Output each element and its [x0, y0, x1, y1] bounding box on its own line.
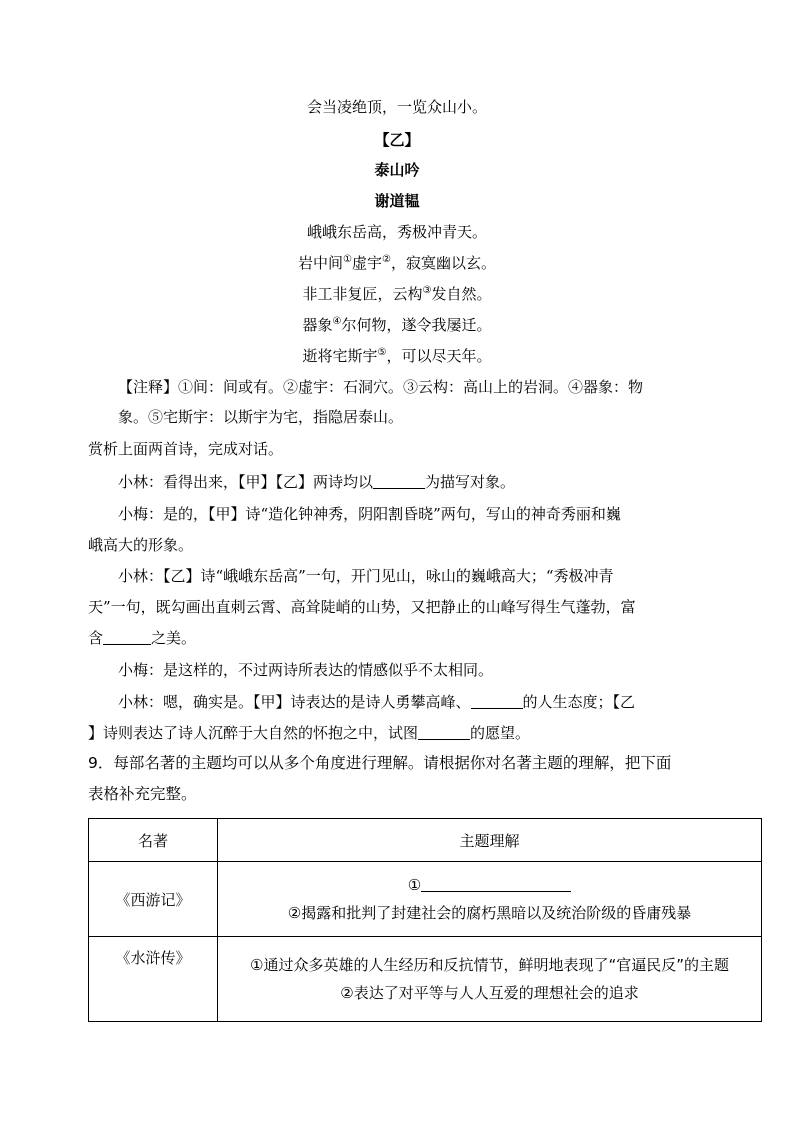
poem-line-text: 逝将宅斯宇 [302, 347, 378, 365]
dialogue-text: 含 [88, 629, 104, 647]
theme-cell [218, 862, 762, 937]
fill-blank[interactable] [471, 694, 523, 709]
note-marker: ③ [422, 285, 432, 296]
poem-jia-last-line: 会当凌绝顶，一览众山小。 [306, 98, 487, 116]
dialogue-2-line-1: 小梅：是的，【甲】诗“造化钟神秀，阴阳割昏晓”两句，写山的神奇秀丽和巍 [118, 505, 621, 523]
poem-line-text: 非工非复匠，云构 [302, 285, 423, 303]
poem-line-text: 虚宇 [351, 254, 382, 272]
theme-table [88, 818, 762, 1022]
table-row [89, 937, 762, 1022]
dialogue-3-line-3 [88, 628, 196, 648]
book-name: 《水浒传》 [89, 937, 218, 1022]
theme-item-1 [222, 871, 757, 899]
fill-blank[interactable] [421, 875, 571, 892]
dialogue-5-line-2 [88, 723, 530, 743]
table-row [89, 862, 762, 937]
question-9-line-2: 表格补充完整。 [88, 785, 197, 803]
dialogue-2-line-2: 峨高大的形象。 [88, 536, 194, 554]
dialogue-4: 小梅：是这样的，不过两诗所表达的情感似乎不太相同。 [118, 661, 494, 679]
table-header-theme: 主题理解 [218, 819, 762, 862]
dialogue-text: 之美。 [151, 629, 197, 647]
note-marker: ⑤ [377, 347, 387, 358]
poem-line-text: ，可以尽天年。 [386, 347, 492, 365]
dialogue-text: 的愿望。 [470, 724, 531, 742]
poem-line-text: 发自然。 [431, 285, 492, 303]
poem-line-text: 峨峨东岳高，秀极冲青天。 [306, 223, 487, 241]
note-marker: ① [343, 254, 352, 265]
poem-yi-line-3 [0, 284, 794, 304]
fill-blank[interactable] [373, 474, 425, 489]
dialogue-text: 为描写对象。 [425, 473, 516, 491]
dialogue-text: 的人生态度；【乙 [522, 693, 636, 711]
note-marker: ④ [332, 316, 342, 327]
table-header-book: 名著 [89, 819, 218, 862]
poem-yi-line-1 [0, 222, 794, 242]
poem-yi-line-5 [0, 346, 794, 366]
poem-line-text: 尔何物，遂令我屡迁。 [341, 316, 492, 334]
theme-item-number: ① [407, 876, 422, 894]
dialogue-text: 小林：嗯，确实是。【甲】诗表达的是诗人勇攀高峰、 [118, 693, 471, 711]
poem-yi-line-4 [0, 315, 794, 335]
poem-line-text: 岩中间 [298, 254, 344, 272]
notes-line-1: 【注释】①间：间或有。②虚宇：石洞穴。③云构：高山上的岩洞。④器象：物 [118, 378, 644, 396]
dialogue-3-line-2: 天”一句，既勾画出直刺云霄、高耸陡峭的山势，又把静止的山峰写得生气蓬勃，富 [88, 598, 636, 616]
instruction: 赏析上面两首诗，完成对话。 [88, 440, 284, 458]
table-header-row [89, 819, 762, 862]
poem-line-text: ，寂寞幽以玄。 [390, 254, 496, 272]
dialogue-text: 小林：看得出来，【甲】【乙】两诗均以 [118, 473, 374, 491]
book-name: 《西游记》 [89, 862, 218, 937]
theme-item-2: ②揭露和批判了封建社会的腐朽黑暗以及统治阶级的昏庸残暴 [287, 904, 692, 922]
fill-blank[interactable] [103, 630, 151, 645]
dialogue-1 [118, 472, 515, 492]
poem-yi-line-2 [0, 253, 794, 273]
poem-yi-author: 谢道韫 [374, 192, 420, 210]
poem-yi-title: 泰山吟 [374, 161, 420, 179]
theme-item-2: ②表达了对平等与人人互爱的理想社会的追求 [340, 984, 639, 1002]
poem-yi-label: 【乙】 [374, 131, 420, 149]
note-marker: ② [382, 254, 391, 265]
dialogue-text: 】诗则表达了诗人沉醉于大自然的怀抱之中，试图 [88, 724, 419, 742]
dialogue-3-line-1: 小林：【乙】诗“峨峨东岳高”一句，开门见山，咏山的巍峨高大；“秀极冲青 [118, 567, 614, 585]
theme-item-1: ①通过众多英雄的人生经历和反抗情节，鲜明地表现了“官逼民反”的主题 [250, 956, 729, 974]
theme-cell [218, 937, 762, 1022]
poem-line-text: 器象 [302, 316, 333, 334]
dialogue-5-line-1 [118, 692, 635, 712]
question-9-line-1: 9．每部名著的主题均可以从多个角度进行理解。请根据你对名著主题的理解，把下面 [88, 754, 672, 772]
fill-blank[interactable] [418, 725, 470, 740]
notes-line-2: 象。⑤宅斯宇：以斯宇为宅，指隐居泰山。 [118, 408, 404, 426]
